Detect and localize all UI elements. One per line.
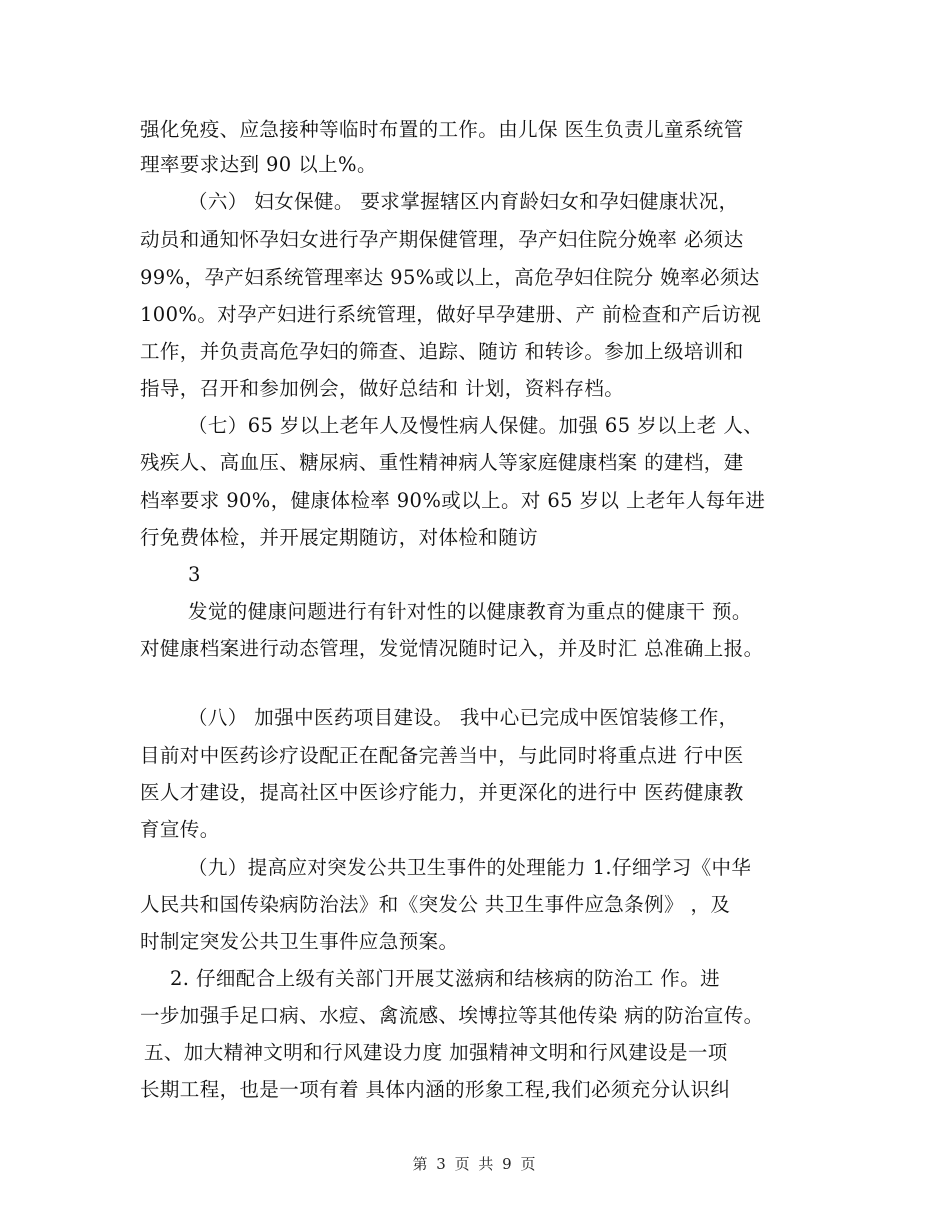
text-line: 对健康档案进行动态管理，发觉情况随时记入，并及时汇 总准确上报。 <box>140 637 764 660</box>
text-line: 医人才建设，提高社区中医诊疗能力，并更深化的进行中 医药健康教 <box>140 781 744 804</box>
text-line: 100%。对孕产妇进行系统管理，做好早孕建册、产 前检查和产后访视 <box>140 303 762 326</box>
text-line: 育宣传。 <box>140 818 220 841</box>
section-heading-line: 五、加大精神文明和行风建设力度 加强精神文明和行风建设是一项 <box>144 1041 728 1064</box>
text-line: 发觉的健康问题进行有针对性的以健康教育为重点的健康干 预。 <box>188 600 752 623</box>
text-line: 人民共和国传染病防治法》和《突发公 共卫生事件应急条例》 ，及 <box>140 893 731 916</box>
text-line: （九）提高应对突发公共卫生事件的处理能力 1.仔细学习《中华 <box>188 856 752 879</box>
text-line: 指导，召开和参加例会，做好总结和 计划，资料存档。 <box>140 377 625 400</box>
page-number-marker: 3 <box>188 563 201 586</box>
text-line: 99%，孕产妇系统管理率达 95%或以上，高危孕妇住院分 娩率必须达 <box>140 266 760 289</box>
text-line: 一步加强手足口病、水痘、禽流感、埃博拉等其他传染 病的防治宣传。 <box>140 1004 764 1027</box>
text-line: 残疾人、高血压、糖尿病、重性精神病人等家庭健康档案 的建档，建 <box>140 451 744 474</box>
text-line: 行免费体检，并开展定期随访，对体检和随访 <box>140 526 539 549</box>
text-line: 档率要求 90%，健康体检率 90%或以上。对 65 岁以 上老年人每年进 <box>140 489 766 512</box>
text-line: 动员和通知怀孕妇女进行孕产期保健管理，孕产妇住院分娩率 必须达 <box>140 228 744 251</box>
text-line: 目前对中医药诊疗设配正在配备完善当中，与此同时将重点进 行中医 <box>140 744 744 767</box>
text-line: （八） 加强中医药项目建设。 我中心已完成中医馆装修工作， <box>188 706 739 729</box>
text-line: 工作，并负责高危孕妇的筛查、追踪、随访 和转诊。参加上级培训和 <box>140 340 744 363</box>
text-line: 长期工程，也是一项有着 具体内涵的形象工程,我们必须充分认识纠 <box>140 1078 731 1101</box>
text-line: （六） 妇女保健。 要求掌握辖区内育龄妇女和孕妇健康状况， <box>188 190 739 213</box>
text-line: 时制定突发公共卫生事件应急预案。 <box>140 930 459 953</box>
text-line: （七）65 岁以上老年人及慢性病人保健。加强 65 岁以上老 人、 <box>188 414 764 437</box>
page-footer: 第 3 页 共 9 页 <box>412 1155 538 1173</box>
text-line: 2. 仔细配合上级有关部门开展艾滋病和结核病的防治工 作。进 <box>170 967 721 990</box>
text-line: 强化免疫、应急接种等临时布置的工作。由儿保 医生负责儿童系统管 <box>140 118 744 141</box>
text-line: 理率要求达到 90 以上%。 <box>140 153 377 176</box>
